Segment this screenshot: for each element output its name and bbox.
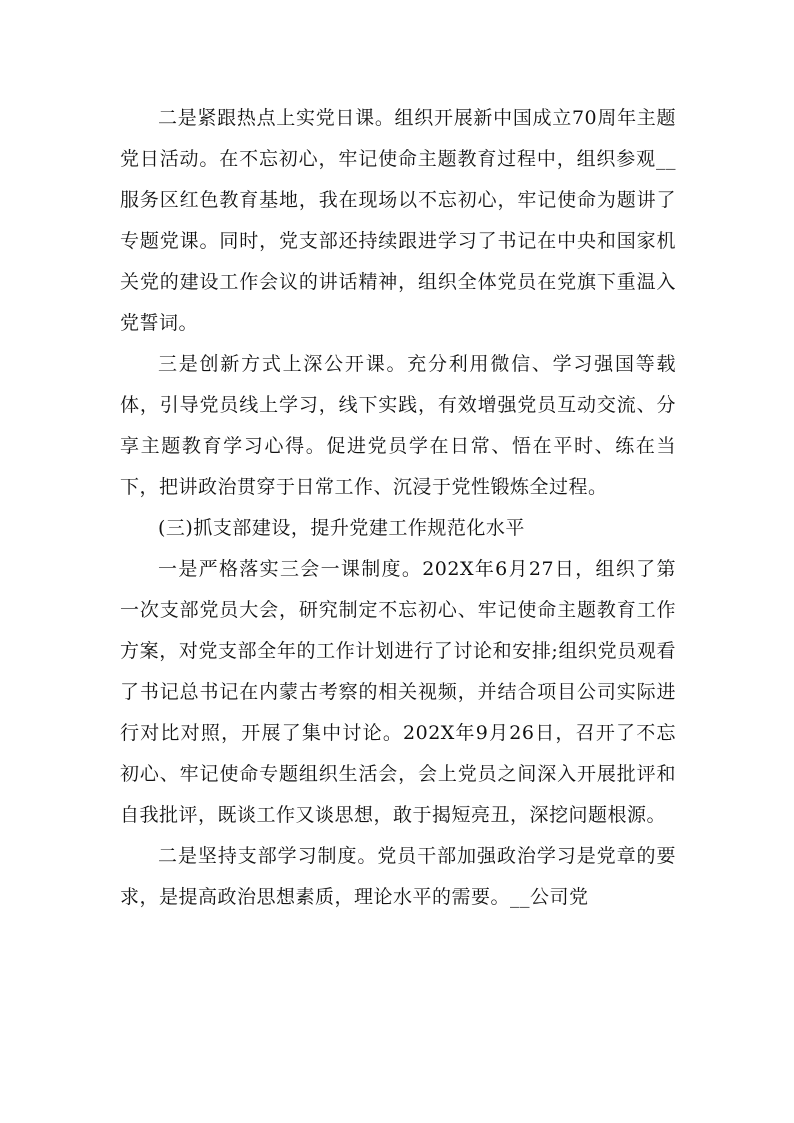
paragraph-study-system: 二是坚持支部学习制度。党员干部加强政治学习是党章的要求，是提高政治思想素质，理论水平的需要。__公司党 xyxy=(120,845,676,908)
section-heading-branch-building: (三)抓支部建设，提升党建工作规范化水平 xyxy=(158,517,525,539)
paragraph-open-lesson: 三是创新方式上深公开课。充分利用微信、学习强国等载体，引导党员线上学习，线下实践，有效增强党员互动交流、分享主题教育学习心得。促进党员学在日常、悟在平时、练在当下，把讲政治贯穿于日常工作、沉浸于党性锻炼全过程。 xyxy=(120,353,676,498)
paragraph-party-day-lesson: 二是紧跟热点上实党日课。组织开展新中国成立70周年主题党日活动。在不忘初心，牢记使命主题教育过程中，组织参观__服务区红色教育基地，我在现场以不忘初心，牢记使命为题讲了专题党课。同时，党支部还持续跟进学习了书记在中央和国家机关党的建设工作会议的讲话精神，组织全体党员在党旗下重温入党誓词。 xyxy=(120,107,676,334)
document-body xyxy=(120,98,676,918)
paragraph-three-meetings: 一是严格落实三会一课制度。202X年6月27日，组织了第一次支部党员大会，研究制定不忘初心、牢记使命主题教育工作方案，对党支部全年的工作计划进行了讨论和安排;组织党员观看了书记总书记在内蒙古考察的相关视频，并结合项目公司实际进行对比对照，开展了集中讨论。202X年9月26日，召开了不忘初心、牢记使命专题组织生活会，会上党员之间深入开展批评和自我批评，既谈工作又谈思想，敢于揭短亮丑，深挖问题根源。 xyxy=(120,558,676,826)
